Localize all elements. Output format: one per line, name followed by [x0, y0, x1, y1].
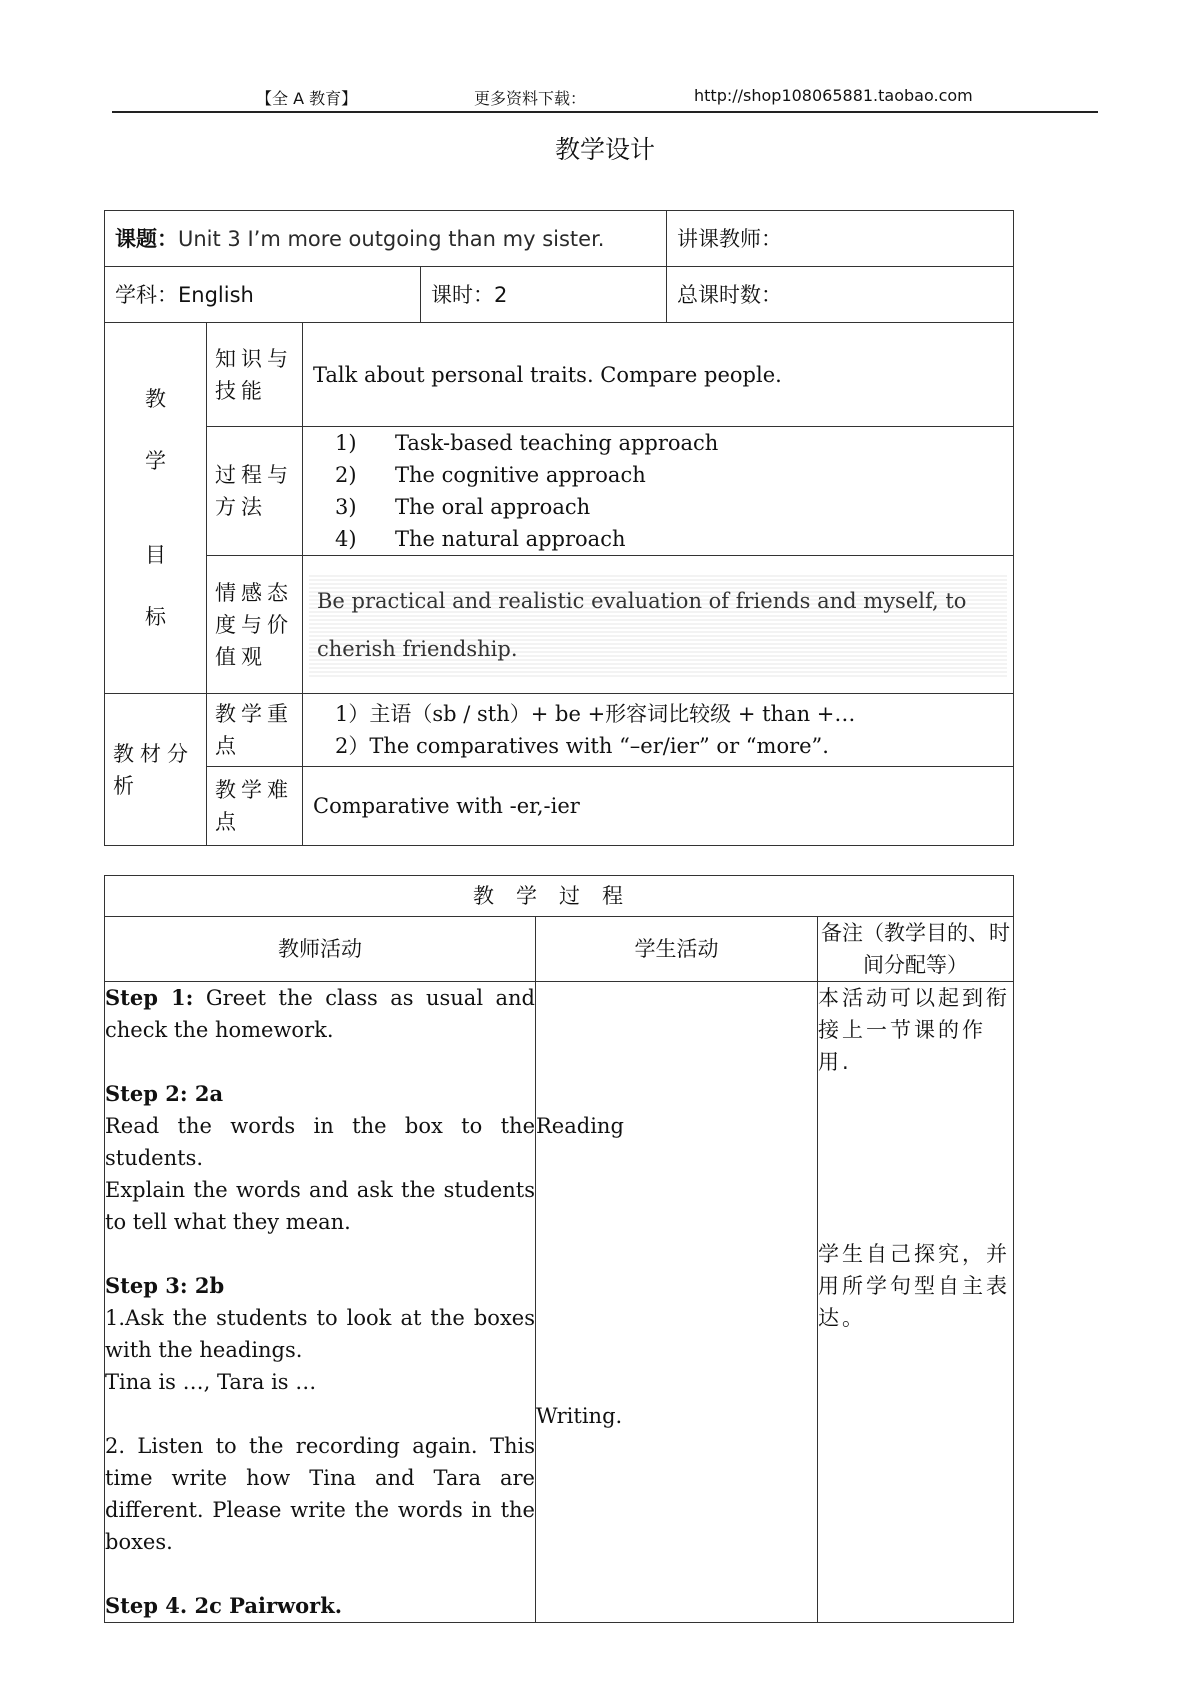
student-writing: Writing.	[536, 1404, 623, 1428]
list-item: 2) The cognitive approach	[335, 463, 646, 487]
list-item: 1) Task-based teaching approach	[335, 431, 719, 455]
list-item: 4) The natural approach	[335, 527, 626, 551]
step2-text-1: Read the words in the box to the students.	[105, 1114, 535, 1170]
step3-text-3: 2. Listen to the recording again. This time write how Tina and Tara are different. Please write the words in the boxes.	[105, 1434, 535, 1554]
step3-title: Step 3: 2b	[105, 1273, 225, 1298]
objectives-table	[104, 322, 1014, 846]
teacher-activity-cell	[105, 982, 536, 1623]
method-list	[303, 427, 1013, 555]
topic-cell	[105, 211, 667, 267]
subject-label: 学科：	[115, 282, 178, 307]
objectives-label-char: 学	[145, 449, 166, 473]
difficult-point-text: Comparative with -er,-ier	[303, 767, 1014, 846]
step2-text-2: Explain the words and ask the students to tell what they mean.	[105, 1178, 535, 1234]
subject-value: English	[178, 282, 254, 307]
period-cell	[421, 267, 667, 323]
step1-title: Step 1:	[105, 985, 194, 1010]
teacher-activity-header: 教师活动	[105, 917, 536, 982]
key-point-line-1: 1）主语（sb / sth）+ be +形容词比较级 + than +…	[335, 702, 856, 726]
process-heading: 教学过程	[105, 876, 1014, 917]
total-periods-label: 总课时数：	[677, 282, 782, 307]
step3-text-1: 1.Ask the students to look at the boxes with the headings.	[105, 1306, 535, 1362]
list-item: 3) The oral approach	[335, 495, 591, 519]
objectives-label-char: 教	[145, 387, 166, 411]
step3-text-2: Tina is …, Tara is …	[105, 1370, 317, 1394]
attitude-label: 情感态度与价值观	[207, 556, 303, 694]
attitude-cell	[303, 556, 1014, 694]
step2-title: Step 2: 2a	[105, 1081, 224, 1106]
header-divider	[112, 111, 1098, 113]
note-2: 学生自己探究，并用所学句型自主表达。	[818, 1242, 1010, 1330]
header-download-label: 更多资料下载：	[474, 89, 587, 108]
key-point-cell	[303, 694, 1014, 767]
process-method-cell	[303, 427, 1014, 556]
knowledge-text: Talk about personal traits. Compare people.	[303, 323, 1014, 427]
objectives-label	[105, 323, 207, 694]
objectives-label-char: 标	[145, 605, 166, 629]
process-method-label: 过程与方法	[207, 427, 303, 556]
objectives-label-char: 目	[145, 543, 166, 567]
step4-title: Step 4. 2c Pairwork.	[105, 1593, 343, 1618]
notes-cell	[818, 982, 1014, 1623]
period-value: 2	[494, 282, 508, 307]
header-brand: 【全 A 教育】	[256, 89, 358, 108]
student-activity-cell	[536, 982, 818, 1623]
period-label: 课时：	[431, 282, 494, 307]
key-point-label: 教学重点	[207, 694, 303, 767]
attitude-text: Be practical and realistic evaluation of friends and myself, to cherish friendship.	[309, 573, 1007, 677]
subject-cell	[105, 267, 421, 323]
info-table	[104, 210, 1014, 323]
header-url[interactable]: http://shop108065881.taobao.com	[694, 86, 973, 105]
teacher-cell	[667, 211, 1014, 267]
process-table	[104, 875, 1014, 1623]
note-1: 本活动可以起到衔接上一节课的作用.	[818, 986, 1010, 1074]
topic-label: 课题：	[115, 226, 178, 251]
difficult-point-label: 教学难点	[207, 767, 303, 846]
key-point-line-2: 2）The comparatives with “–er/ier” or “more”.	[335, 734, 829, 758]
topic-value: Unit 3 I’m more outgoing than my sister.	[178, 226, 605, 251]
student-reading: Reading	[536, 1114, 624, 1138]
step1-text: Greet the class as usual and check the homework.	[105, 986, 535, 1042]
total-periods-cell	[667, 267, 1014, 323]
student-activity-header: 学生活动	[536, 917, 818, 982]
knowledge-label: 知识与技能	[207, 323, 303, 427]
notes-header: 备注（教学目的、时间分配等）	[818, 917, 1014, 982]
teacher-label: 讲课教师：	[677, 226, 782, 251]
analysis-label: 教材分析	[105, 694, 207, 846]
document-title: 教学设计	[554, 135, 655, 164]
